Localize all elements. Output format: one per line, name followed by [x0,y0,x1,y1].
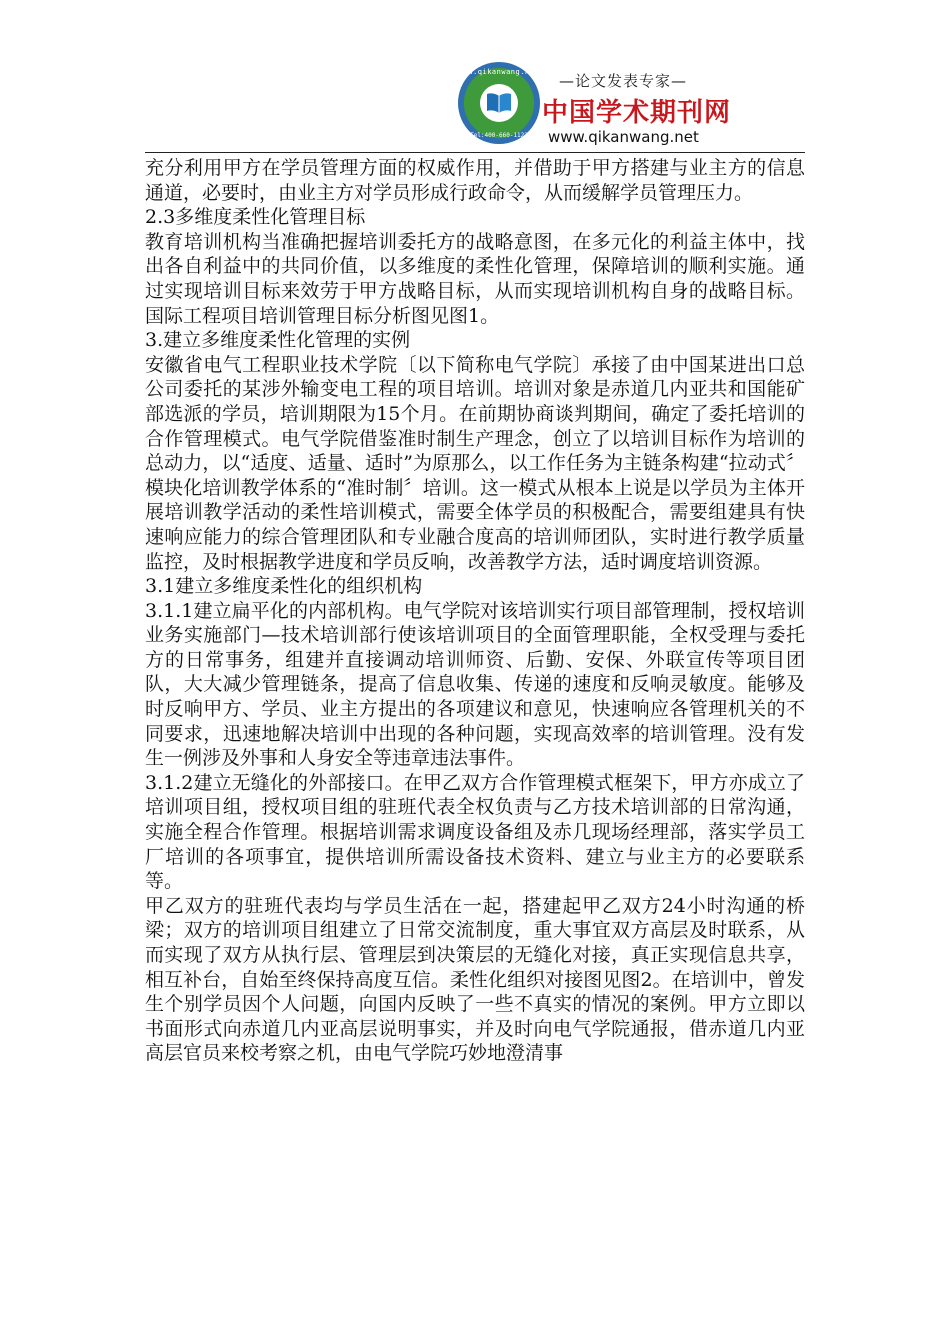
logo-seal [458,62,540,144]
paragraph: 甲乙双方的驻班代表均与学员生活在一起，搭建起甲乙双方24小时沟通的桥梁；双方的培训项目组建立了日常交流制度，重大事宜双方高层及时联系，从而实现了双方从执行层、管理层到决策层的无缝化对接，真正实现信息共享，相互补台，自始至终保持高度互信。柔性化组织对接图见图2。在培训中，曾发生个别学员因个人问题，向国内反映了一些不真实的情况的案例。甲方立即以书面形式向赤道几内亚高层说明事实，并及时向电气学院通报，借赤道几内亚高层官员来校考察之机，由电气学院巧妙地澄清事 [145,894,805,1065]
paragraph: 充分利用甲方在学员管理方面的权威作用，并借助于甲方搭建与业主方的信息通道，必要时，由业主方对学员形成行政命令，从而缓解学员管理压力。 [145,157,805,204]
paragraph: 教育培训机构当准确把握培训委托方的战略意图，在多元化的利益主体中，找出各自利益中的共同价值，以多维度的柔性化管理，保障培训的顺利实施。通过实现培训目标来效劳于甲方战略目标，从而实现培训机构自身的战略目标。国际工程项目培训管理目标分析图见图1。 [145,230,805,327]
seal-phone: Tel:400-660-1122 [470,132,528,139]
page-header [0,0,950,156]
brand-name: 中国学术期刊网 [542,98,732,128]
paragraph: 3.1.2建立无缝化的外部接口。在甲乙双方合作管理模式框架下，甲方亦成立了培训项目组，授权项目组的驻班代表全权负责与乙方技术培训部的日常沟通，实施全程合作管理。根据培训需求调度设备组及赤几现场经理部，落实学员工厂培训的各项事宜，提供培训所需设备技术资料、建立与业主方的必要联系等。 [145,771,805,893]
section-heading: 2.3多维度柔性化管理目标 [145,206,366,229]
book-icon [480,84,518,122]
document-body [145,156,805,1066]
section-heading: 3.建立多维度柔性化管理的实例 [145,329,411,352]
site-url: www.qikanwang.net [548,128,699,146]
section-heading: 3.1建立多维度柔性化的组织机构 [145,575,423,598]
paragraph: 安徽省电气工程职业技术学院〔以下简称电气学院〕承接了由中国某进出口总公司委托的某涉外输变电工程的项目培训。培训对象是赤道几内亚共和国能矿部选派的学员，培训期限为15个月。在前期协商谈判期间，确定了委托培训的合作管理模式。电气学院借鉴准时制生产理念，创立了以培训目标作为培训的总动力，以“适度、适量、适时”为原那么，以工作任务为主链条构建“拉动式〞模块化培训教学体系的“准时制〞培训。这一模式从根本上说是以学员为主体开展培训教学活动的柔性培训模式，需要全体学员的积极配合，需要组建具有快速响应能力的综合管理团队和专业融合度高的培训师团队，实时进行教学质量监控，及时根据教学进度和学员反响，改善教学方法，适时调度培训资源。 [145,353,805,573]
seal-text: www.qikanwang.net [458,68,540,76]
header-divider [145,152,805,153]
paragraph: 3.1.1建立扁平化的内部机构。电气学院对该培训实行项目部管理制，授权培训业务实施部门—技术培训部行使该培训项目的全面管理职能，全权受理与委托方的日常事务，组建并直接调动培训师资、后勤、安保、外联宣传等项目团队，大大减少管理链条，提高了信息收集、传递的速度和反响灵敏度。能够及时反响甲方、学员、业主方提出的各项建议和意见，快速响应各管理机关的不同要求，迅速地解决培训中出现的各种问题，实现高效率的培训管理。没有发生一例涉及外事和人身安全等违章违法事件。 [145,599,805,770]
brand-slogan: —论文发表专家— [558,72,687,90]
